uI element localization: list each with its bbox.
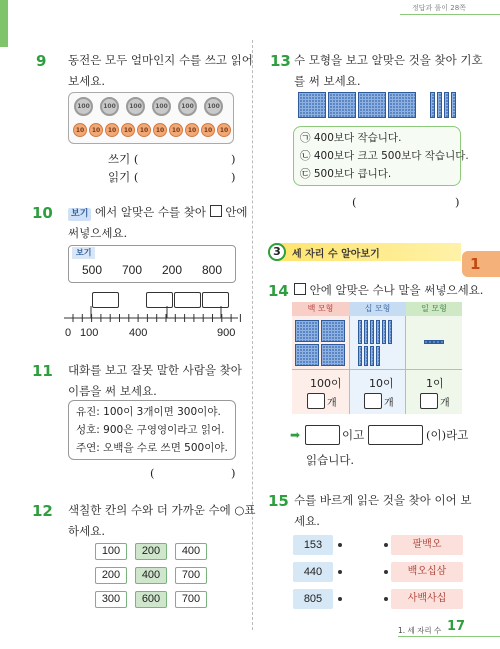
unit-cube-icon xyxy=(440,340,444,344)
q11-answer[interactable] xyxy=(160,466,228,482)
q15-right-2[interactable]: 백오십삼 xyxy=(391,562,463,582)
coin-10-icon: 10 xyxy=(105,123,119,137)
hundred-block-icon xyxy=(295,344,319,366)
q14-unit-2: 개 xyxy=(384,398,394,409)
q13-close: ) xyxy=(455,195,460,209)
q9-line1: 동전은 모두 얼마인지 수를 쓰고 읽어 xyxy=(68,53,253,67)
q10-choice-2: 700 xyxy=(122,263,143,277)
q10-axis-label-0: 0 xyxy=(65,327,72,339)
q14-text xyxy=(294,280,483,301)
q15-left-dot-2[interactable] xyxy=(338,570,342,574)
q9-write-close: ) xyxy=(231,152,236,166)
q15-line2: 세요. xyxy=(294,514,320,528)
q14-col3-header: 일 모형 xyxy=(406,302,462,316)
q10-bogi-box-tag: 보기 xyxy=(72,247,95,259)
q10-line1 xyxy=(68,202,248,223)
q14-arrow-icon: ➡ xyxy=(290,428,301,442)
q10-line1a: 에서 알맞은 수를 찾아 xyxy=(95,205,206,219)
q15-left-dot-3[interactable] xyxy=(338,597,342,601)
q13-open: ( xyxy=(352,195,357,209)
q12-text xyxy=(68,500,256,542)
q15-text xyxy=(294,490,471,532)
q10-line1b: 안에 xyxy=(225,205,248,219)
q15-left-3[interactable]: 805 xyxy=(293,589,333,609)
coin-10-icon: 10 xyxy=(89,123,103,137)
footer-rule xyxy=(398,636,500,637)
hundred-block-icon xyxy=(298,92,326,118)
q12-r2-shaded: 400 xyxy=(135,567,167,584)
top-green-line xyxy=(0,0,8,47)
q13-line2: 를 써 보세요. xyxy=(294,74,361,88)
q9-read-label: 읽기 ( xyxy=(108,170,139,184)
q12-r2-right[interactable]: 700 xyxy=(175,567,207,584)
ten-rod-icon xyxy=(451,92,456,118)
coin-10-icon: 10 xyxy=(121,123,135,137)
q14-ans-mid: 이고 xyxy=(342,428,365,442)
q14-unit-3: 개 xyxy=(440,398,450,409)
q10-axis-label-400: 400 xyxy=(129,327,148,339)
ten-rod-icon xyxy=(376,346,380,366)
coin-100-icon: 100 xyxy=(126,97,145,116)
hundred-block-icon xyxy=(388,92,416,118)
q13-option-3: ㉢ 500보다 큽니다. xyxy=(300,168,392,180)
coin-10-icon: 10 xyxy=(73,123,87,137)
q14-unit-1: 개 xyxy=(327,398,337,409)
q9-write-label: 쓰기 ( xyxy=(108,152,139,166)
q12-r2-left[interactable]: 200 xyxy=(95,567,127,584)
ten-rod-icon xyxy=(370,320,374,344)
ten-rod-icon xyxy=(364,346,368,366)
q15-number: 15 xyxy=(268,492,289,510)
q9-read-close: ) xyxy=(231,170,236,184)
header-title: 정답과 풀이 28쪽 xyxy=(412,4,466,12)
q15-right-dot-3[interactable] xyxy=(384,597,388,601)
coin-100-icon: 100 xyxy=(100,97,119,116)
q10-number: 10 xyxy=(32,204,53,222)
q15-line1: 수를 바르게 읽은 것을 찾아 이어 보 xyxy=(294,493,472,507)
q12-r3-shaded: 600 xyxy=(135,591,167,608)
coin-10-icon: 10 xyxy=(201,123,215,137)
coin-10-icon: 10 xyxy=(137,123,151,137)
q14-number-box[interactable] xyxy=(305,425,340,445)
q11-dialog-3: 주연: 오백을 수로 쓰면 500이야. xyxy=(76,442,228,454)
ten-rod-icon xyxy=(358,346,362,366)
hundred-block-icon xyxy=(321,320,345,342)
q15-right-1[interactable]: 팔백오 xyxy=(391,535,463,555)
ten-rod-icon xyxy=(437,92,442,118)
ten-rod-icon xyxy=(358,320,362,344)
footer-page: 17 xyxy=(447,619,466,634)
q14-number: 14 xyxy=(268,282,289,300)
q11-open: ( xyxy=(150,466,155,480)
q9-number: 9 xyxy=(36,52,47,70)
q10-choice-3: 200 xyxy=(162,263,183,277)
ten-rod-icon xyxy=(430,92,435,118)
q14-ones-box[interactable] xyxy=(420,393,438,409)
q12-line1: 색칠한 칸의 수와 더 가까운 수에 ○표 xyxy=(68,503,256,517)
q14-count-tens: 10이 xyxy=(369,377,394,390)
q12-number: 12 xyxy=(32,502,53,520)
coin-10-icon: 10 xyxy=(169,123,183,137)
q15-right-dot-1[interactable] xyxy=(384,543,388,547)
hundred-block-icon xyxy=(328,92,356,118)
coin-100-icon: 100 xyxy=(74,97,93,116)
q13-option-1: ㉠ 400보다 작습니다. xyxy=(300,132,402,144)
ten-rod-icon xyxy=(444,92,449,118)
q12-line2: 하세요. xyxy=(68,524,105,538)
q15-right-3[interactable]: 사백사십 xyxy=(391,589,463,609)
q9-text xyxy=(68,50,253,92)
q11-close: ) xyxy=(231,466,236,480)
q13-line1: 수 모형을 보고 알맞은 것을 찾아 기호 xyxy=(294,53,483,67)
q13-answer[interactable] xyxy=(362,195,450,211)
q11-dialog-1: 유진: 100이 3개이면 300이야. xyxy=(76,406,221,418)
q12-r3-left[interactable]: 300 xyxy=(95,591,127,608)
q10-axis-label-900: 900 xyxy=(217,327,236,339)
coin-100-icon: 100 xyxy=(152,97,171,116)
q14-col2-header: 십 모형 xyxy=(349,302,406,316)
q10-bogi-tag: 보기 xyxy=(68,208,91,221)
q14-word-box[interactable] xyxy=(368,425,423,445)
q14-ans-line2: 읽습니다. xyxy=(306,453,355,467)
hundred-block-icon xyxy=(321,344,345,366)
q15-left-dot-1[interactable] xyxy=(338,543,342,547)
ten-rod-icon xyxy=(382,320,386,344)
q14-square-icon xyxy=(294,283,306,295)
hundred-block-icon xyxy=(358,92,386,118)
q13-text xyxy=(294,50,483,92)
q11-line2: 이름을 써 보세요. xyxy=(68,384,157,398)
q14-ans-end: (이)라고 xyxy=(426,428,469,442)
ten-rod-icon xyxy=(364,320,368,344)
q12-r3-right[interactable]: 700 xyxy=(175,591,207,608)
ten-rod-icon xyxy=(376,320,380,344)
coin-100-icon: 100 xyxy=(178,97,197,116)
q10-text xyxy=(68,202,248,244)
coin-10-icon: 10 xyxy=(185,123,199,137)
section-number: 3 xyxy=(268,243,286,261)
q10-line2: 써넣으세요. xyxy=(68,226,128,240)
q15-right-dot-2[interactable] xyxy=(384,570,388,574)
q15-left-2[interactable]: 440 xyxy=(293,562,333,582)
section-side-tab[interactable]: 1 xyxy=(462,251,500,277)
q14-count-hundreds: 100이 xyxy=(310,377,342,390)
q14-col1-header: 백 모형 xyxy=(292,302,349,316)
q11-dialog-2: 성호: 900은 구영영이라고 읽어. xyxy=(76,424,225,436)
q10-choice-4: 800 xyxy=(202,263,223,277)
coin-100-icon: 100 xyxy=(204,97,223,116)
q10-number-line xyxy=(62,306,242,328)
q9-line2: 보세요. xyxy=(68,74,105,88)
q11-text xyxy=(68,360,242,402)
q10-choice-1: 500 xyxy=(82,263,103,277)
hundred-block-icon xyxy=(295,320,319,342)
q14-line1: 안에 알맞은 수나 말을 써넣으세요. xyxy=(309,283,484,297)
q9-write-answer[interactable] xyxy=(145,152,227,168)
q11-line1: 대화를 보고 잘못 말한 사람을 찾아 xyxy=(68,363,242,377)
coin-10-icon: 10 xyxy=(153,123,167,137)
ten-rod-icon xyxy=(388,320,392,344)
q12-r1-right[interactable]: 400 xyxy=(175,543,207,560)
q14-count-ones: 1이 xyxy=(426,377,444,390)
ten-rod-icon xyxy=(370,346,374,366)
q9-read-answer[interactable] xyxy=(145,170,227,186)
q10-square-icon xyxy=(210,205,222,217)
header-rule xyxy=(400,14,500,15)
footer-chapter: 1. 세 자리 수 xyxy=(398,626,442,635)
q13-number: 13 xyxy=(270,52,291,70)
q15-left-1[interactable]: 153 xyxy=(293,535,333,555)
q14-hundreds-box[interactable] xyxy=(307,393,325,409)
q10-axis-label-100: 100 xyxy=(80,327,99,339)
q12-r1-shaded: 200 xyxy=(135,543,167,560)
q12-r1-left[interactable]: 100 xyxy=(95,543,127,560)
section-title: 세 자리 수 알아보기 xyxy=(292,249,380,260)
q14-row-divider xyxy=(292,369,462,370)
coin-10-icon: 10 xyxy=(217,123,231,137)
q11-number: 11 xyxy=(32,362,53,380)
q14-tens-box[interactable] xyxy=(364,393,382,409)
q13-option-2: ㉡ 400보다 크고 500보다 작습니다. xyxy=(300,150,469,162)
